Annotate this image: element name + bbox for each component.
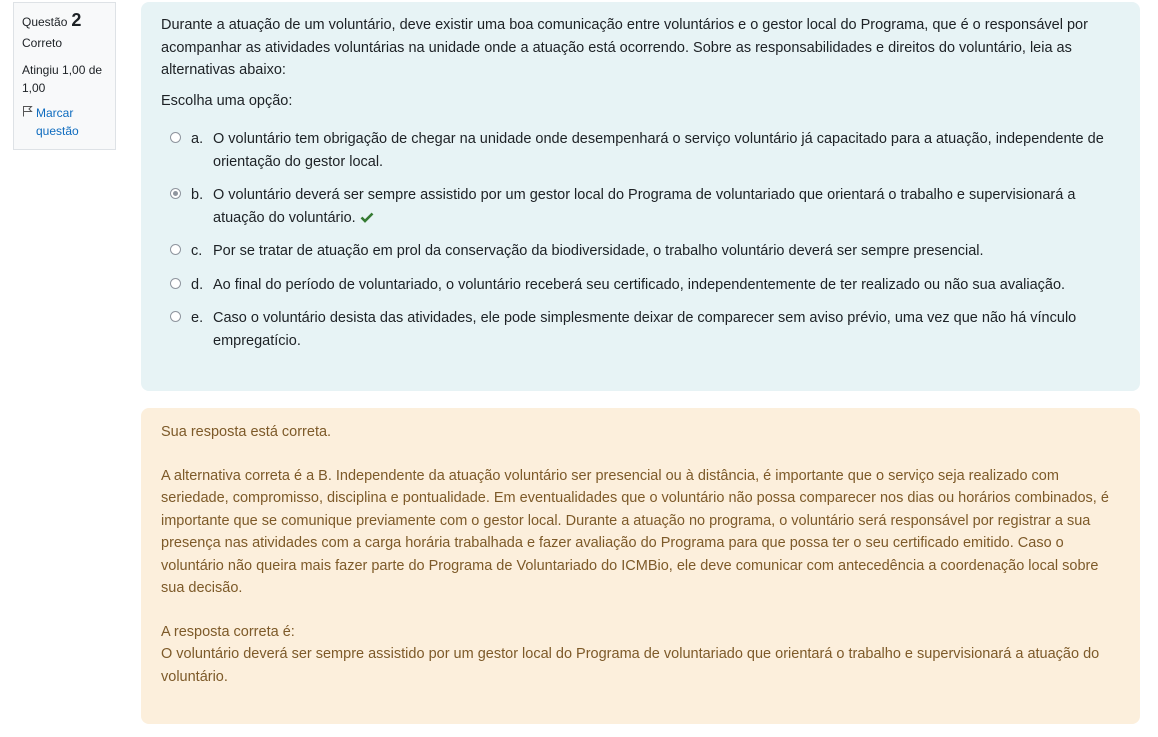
radio-b[interactable] bbox=[170, 188, 181, 199]
option-text: O voluntário tem obrigação de chegar na unidade onde desempenhará o serviço voluntário já capacitado para a atuação, independente de orientação do gestor local. bbox=[213, 131, 1104, 170]
radio-d[interactable] bbox=[170, 278, 181, 289]
radio-a[interactable] bbox=[170, 132, 181, 143]
question-state: Correto bbox=[22, 36, 63, 50]
flag-label: Marcar questão bbox=[36, 106, 79, 138]
feedback-explanation: A alternativa correta é a B. Independente da atuação voluntário ser presencial ou à distância, é importante que o serviço seja realizado com seriedade, compromisso, disciplina e pontualidade. Em eventualidades que o voluntário não possa comparecer nos dias ou horários combinados, é importante que se comunique previamente com o gestor local. Durante a atuação no programa, o voluntário será responsável por registrar a sua presença nas atividades com a carga horária trabalhada e fazer avaliação do Programa para que possa ter o seu certificado emitido. Caso o voluntário não queira mais fazer parte do Programa de Voluntariado do ICMBio, ele deve comunicar com antecedência a coordenação local sobre sua decisão. bbox=[161, 467, 1109, 596]
question-number-value: 2 bbox=[71, 10, 82, 30]
question-grade: Atingiu 1,00 de 1,00 bbox=[22, 63, 103, 95]
right-answer-label: A resposta correta é: bbox=[161, 623, 295, 640]
answer-option-a[interactable] bbox=[161, 128, 1120, 173]
answer-option-c[interactable] bbox=[161, 240, 1120, 263]
answer-prompt: Escolha uma opção: bbox=[161, 92, 293, 109]
option-text: Por se tratar de atuação em prol da conservação da biodiversidade, o trabalho voluntário deverá ser sempre presencial. bbox=[213, 243, 984, 259]
question-text: Durante a atuação de um voluntário, deve existir uma boa comunicação entre voluntários e o gestor local do Programa, que é o responsável por acompanhar as atividades voluntárias na unidade onde a atuação está ocorrendo. Sobre as responsabilidades e direitos do voluntário, leia as alternativas abaixo: bbox=[161, 17, 1088, 78]
question-info-panel bbox=[13, 2, 116, 150]
question-formulation bbox=[141, 2, 1140, 391]
question-label: Questão bbox=[22, 15, 68, 29]
option-letter: c. bbox=[191, 243, 203, 259]
feedback-panel bbox=[141, 408, 1140, 724]
right-answer-text: O voluntário deverá ser sempre assistido por um gestor local do Programa de voluntariado que orientará o trabalho e supervisionará a atuação do voluntário. bbox=[161, 646, 1100, 685]
feedback-status: Sua resposta está correta. bbox=[161, 424, 332, 440]
flag-question-link[interactable] bbox=[22, 104, 107, 140]
answer-options bbox=[161, 128, 1120, 352]
option-letter: e. bbox=[191, 310, 204, 326]
option-text: Caso o voluntário desista das atividades, ele pode simplesmente deixar de comparecer sem aviso prévio, uma vez que não há vínculo empregatício. bbox=[213, 310, 1077, 349]
option-letter: b. bbox=[191, 187, 204, 203]
option-letter: a. bbox=[191, 131, 204, 147]
checkmark-icon bbox=[360, 210, 374, 226]
answer-option-d[interactable] bbox=[161, 274, 1120, 297]
option-b-text: O voluntário deverá ser sempre assistido por um gestor local do Programa de voluntariado que orientará o trabalho e supervisionará a atuação do voluntário. bbox=[213, 187, 1076, 226]
option-letter: d. bbox=[191, 276, 204, 293]
radio-e[interactable] bbox=[170, 311, 181, 322]
radio-c[interactable] bbox=[170, 244, 181, 255]
answer-option-e[interactable] bbox=[161, 307, 1120, 352]
answer-option-b[interactable] bbox=[161, 184, 1120, 229]
flag-icon bbox=[22, 104, 36, 140]
option-text bbox=[213, 184, 1120, 229]
option-text: Ao final do período de voluntariado, o voluntário receberá seu certificado, independentemente de ter realizado ou não sua avaliação. bbox=[213, 276, 1066, 293]
question-number bbox=[22, 11, 107, 31]
